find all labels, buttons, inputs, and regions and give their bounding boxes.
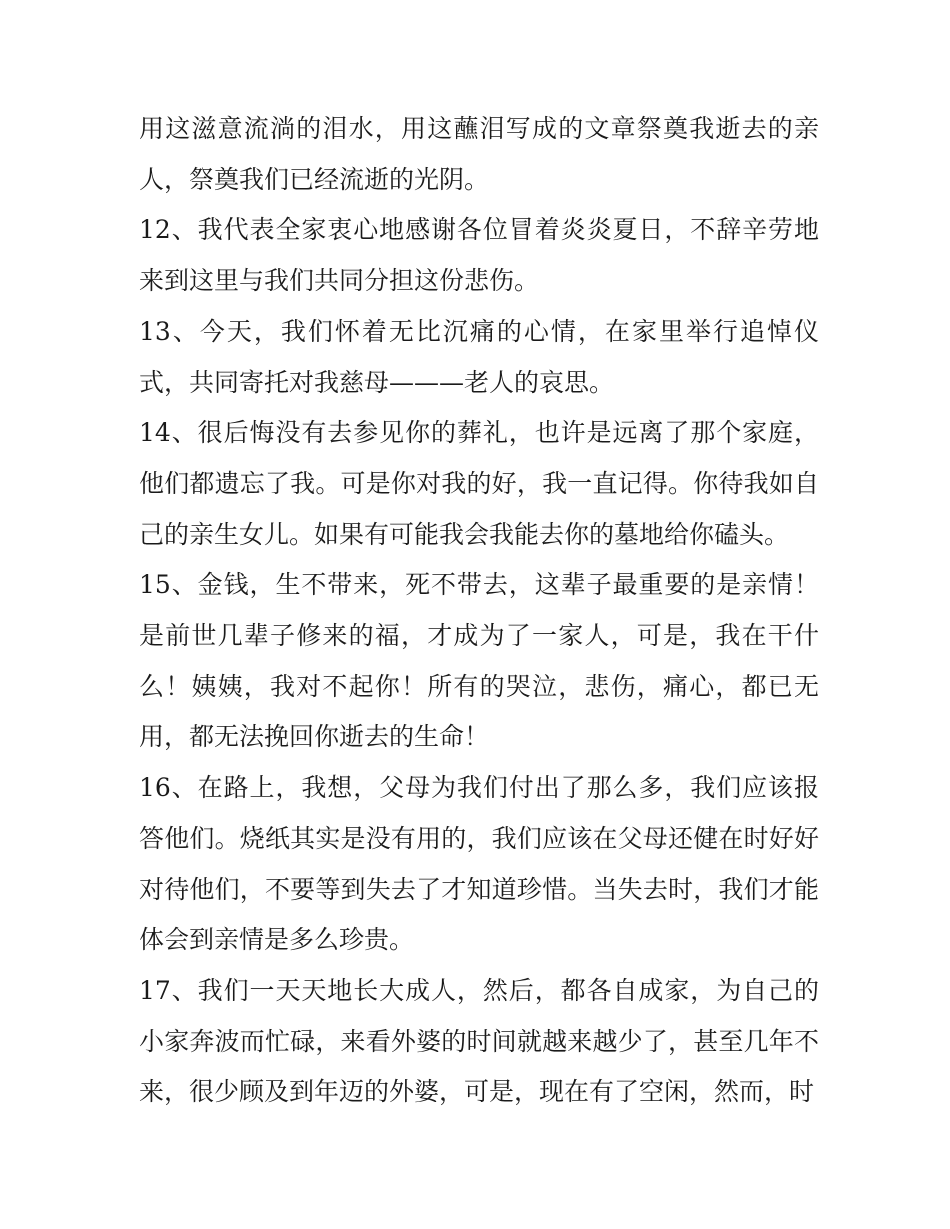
paragraph-15: 15、金钱，生不带来，死不带去，这辈子最重要的是亲情！是前世几辈子修来的福，才成为了一家人，可是，我在干什么！姨姨，我对不起你！所有的哭泣，悲伤，痛心，都已无用，都无法挽回你逝去的生命！ (139, 570, 819, 752)
paragraph-12: 12、我代表全家衷心地感谢各位冒着炎炎夏日，不辞辛劳地来到这里与我们共同分担这份悲伤。 (139, 215, 819, 296)
paragraph-17: 17、我们一天天地长大成人，然后，都各自成家，为自己的小家奔波而忙碌，来看外婆的时间就越来越少了，甚至几年不来，很少顾及到年迈的外婆，可是，现在有了空闲，然而，时 (139, 975, 819, 1107)
document-body (139, 104, 819, 1118)
paragraph-13: 13、今天，我们怀着无比沉痛的心情，在家里举行追悼仪式，共同寄托对我慈母———老人的哀思。 (139, 316, 819, 397)
paragraph-continuation: 用这滋意流淌的泪水，用这蘸泪写成的文章祭奠我逝去的亲人，祭奠我们已经流逝的光阴。 (139, 114, 819, 194)
paragraph-16: 16、在路上，我想，父母为我们付出了那么多，我们应该报答他们。烧纸其实是没有用的，我们应该在父母还健在时好好对待他们，不要等到失去了才知道珍惜。当失去时，我们才能体会到亲情是多么珍贵。 (139, 773, 819, 955)
paragraph-14: 14、很后悔没有去参见你的葬礼，也许是远离了那个家庭，他们都遗忘了我。可是你对我的好，我一直记得。你待我如自己的亲生女儿。如果有可能我会我能去你的墓地给你磕头。 (139, 418, 819, 549)
